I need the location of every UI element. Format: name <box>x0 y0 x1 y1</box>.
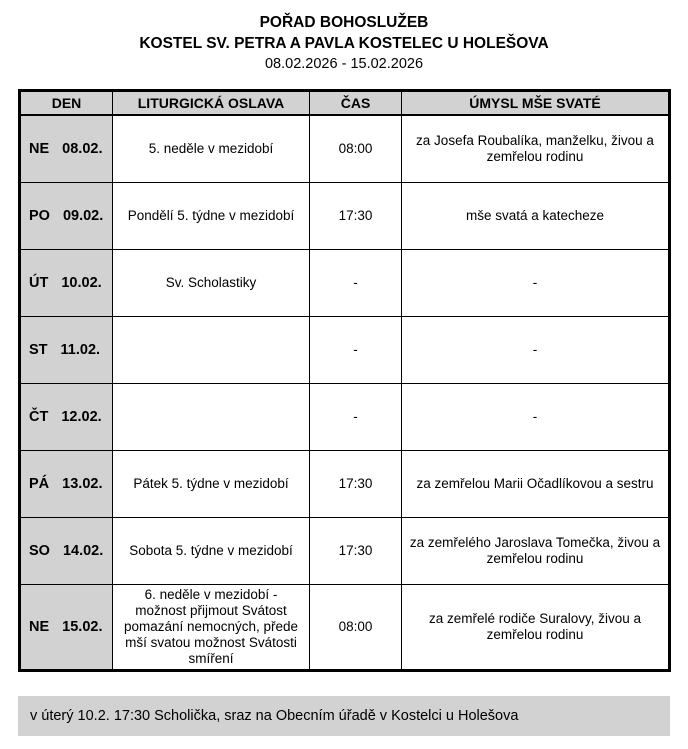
day-date: 13.02. <box>62 475 103 492</box>
time-cell: - <box>310 383 402 450</box>
day-abbr: PÁ <box>29 475 50 492</box>
day-abbr: ÚT <box>29 274 49 291</box>
page-title: POŘAD BOHOSLUŽEB <box>259 14 429 31</box>
day-cell <box>20 383 113 450</box>
day-abbr: PO <box>29 207 50 224</box>
table-row <box>20 450 670 517</box>
column-header-den: DEN <box>20 91 113 116</box>
intention-cell: - <box>402 249 670 316</box>
schedule-table <box>18 89 671 672</box>
table-row <box>20 115 670 182</box>
time-cell: 17:30 <box>310 182 402 249</box>
day-cell <box>20 316 113 383</box>
day-abbr: NE <box>29 618 50 635</box>
time-cell: 08:00 <box>310 115 402 182</box>
day-cell <box>20 517 113 584</box>
liturgy-cell <box>113 316 310 383</box>
day-abbr: SO <box>29 542 50 559</box>
day-date: 15.02. <box>62 618 103 635</box>
intention-cell: za zemřelou Marii Očadlíkovou a sestru <box>402 450 670 517</box>
table-row <box>20 316 670 383</box>
footer-note-bar <box>18 696 670 736</box>
day-date: 10.02. <box>61 274 102 291</box>
intention-cell: za zemřelé rodiče Suralovy, živou a zemřelou rodinu <box>402 584 670 670</box>
day-cell <box>20 182 113 249</box>
day-abbr: ST <box>29 341 48 358</box>
time-cell: 08:00 <box>310 584 402 670</box>
day-date: 12.02. <box>61 408 102 425</box>
table-row <box>20 584 670 670</box>
page-header <box>0 0 688 75</box>
intention-cell: - <box>402 316 670 383</box>
liturgy-cell <box>113 383 310 450</box>
liturgy-cell: Pátek 5. týdne v mezidobí <box>113 450 310 517</box>
table-row <box>20 383 670 450</box>
time-cell: 17:30 <box>310 517 402 584</box>
date-range: 08.02.2026 - 15.02.2026 <box>264 56 424 72</box>
header-row <box>20 91 670 116</box>
day-abbr: NE <box>29 140 50 157</box>
liturgy-cell: 6. neděle v mezidobí - možnost přijmout Svátost pomazání nemocných, přede mší svatou možnost Svátosti smíření <box>113 584 310 670</box>
day-date: 08.02. <box>62 140 103 157</box>
intention-cell: za Josefa Roubalíka, manželku, živou a zemřelou rodinu <box>402 115 670 182</box>
time-cell: 17:30 <box>310 450 402 517</box>
day-date: 11.02. <box>60 341 101 358</box>
table-row <box>20 249 670 316</box>
footer-note: v úterý 10.2. 17:30 Scholička, sraz na Obecním úřadě v Kostelci u Holešova <box>30 707 519 724</box>
column-header-cas: ČAS <box>310 91 402 116</box>
liturgy-cell: 5. neděle v mezidobí <box>113 115 310 182</box>
liturgy-cell: Pondělí 5. týdne v mezidobí <box>113 182 310 249</box>
intention-cell: - <box>402 383 670 450</box>
liturgy-cell: Sobota 5. týdne v mezidobí <box>113 517 310 584</box>
time-cell: - <box>310 316 402 383</box>
table-row <box>20 517 670 584</box>
liturgy-cell: Sv. Scholastiky <box>113 249 310 316</box>
page-subtitle: KOSTEL SV. PETRA A PAVLA KOSTELEC U HOLEŠOVA <box>139 35 549 52</box>
day-abbr: ČT <box>29 408 49 425</box>
day-cell <box>20 249 113 316</box>
column-header-umysl: ÚMYSL MŠE SVATÉ <box>402 91 670 116</box>
time-cell: - <box>310 249 402 316</box>
day-cell <box>20 584 113 670</box>
column-header-liturgicka-oslava: LITURGICKÁ OSLAVA <box>113 91 310 116</box>
intention-cell: mše svatá a katecheze <box>402 182 670 249</box>
day-date: 09.02. <box>62 207 104 224</box>
table-row <box>20 182 670 249</box>
day-cell <box>20 450 113 517</box>
day-cell <box>20 115 113 182</box>
day-date: 14.02. <box>62 542 104 559</box>
intention-cell: za zemřelého Jaroslava Tomečka, živou a zemřelou rodinu <box>402 517 670 584</box>
